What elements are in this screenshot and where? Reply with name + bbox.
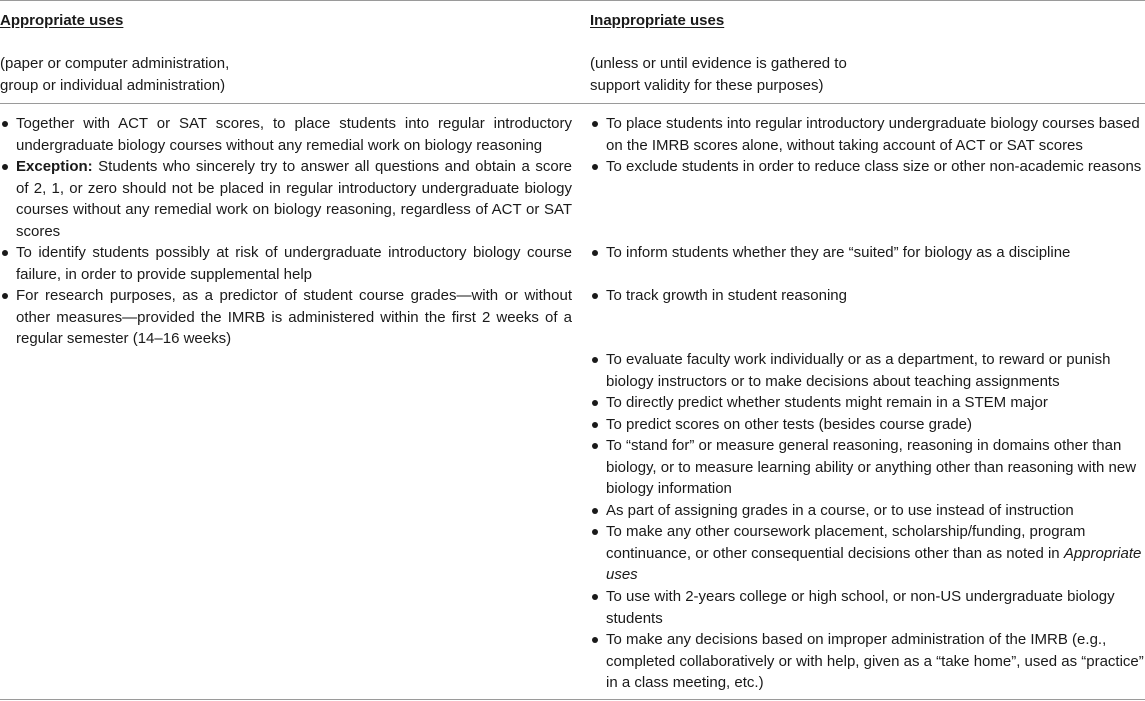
list-item: To identify students possibly at risk of undergraduate introductory biology course failure, in order to provide supplemental help [16, 244, 572, 283]
appropriate-uses-subtitle-line1: (paper or computer administration, [0, 55, 230, 72]
list-item: To make any other coursework placement, scholarship/funding, program continuance, or other consequential decisions other than as noted in Appropriate uses [606, 523, 1142, 583]
appropriate-uses-header: Appropriate uses [0, 12, 124, 29]
list-item: As part of assigning grades in a course, or to use instead of instruction [606, 502, 1074, 519]
list-item: To “stand for” or measure general reasoning, reasoning in domains other than biology, or to measure learning ability or anything other than reasoning with new biology information [606, 437, 1137, 497]
list-item: To inform students whether they are “suited” for biology as a discipline [606, 244, 1071, 261]
list-item: To exclude students in order to reduce class size or other non-academic reasons [606, 158, 1142, 175]
inappropriate-uses-header: Inappropriate uses [590, 12, 725, 29]
appropriate-uses-subtitle-line2: group or individual administration) [0, 76, 226, 94]
list-item: To track growth in student reasoning [606, 287, 847, 304]
list-item: To place students into regular introductory undergraduate biology courses based on the IMRB scores alone, without taking account of ACT or SAT scores [606, 115, 1140, 154]
list-item: To evaluate faculty work individually or as a department, to reward or punish biology instructors or to make decisions about teaching assignments [606, 351, 1111, 390]
bottom-rule [0, 699, 1145, 700]
list-item: To directly predict whether students might remain in a STEM major [606, 394, 1048, 411]
inappropriate-uses-subtitle-line1: (unless or until evidence is gathered to [590, 55, 847, 72]
list-item: For research purposes, as a predictor of student course grades—with or without other measures—provided the IMRB is administered within the first 2 weeks of a regular semester (14–16 weeks) [16, 287, 572, 347]
inappropriate-uses-subtitle-line2: support validity for these purposes) [590, 76, 824, 94]
list-item: To predict scores on other tests (besides course grade) [606, 416, 973, 433]
list-item: To make any decisions based on improper administration of the IMRB (e.g., completed collaboratively or with help, given as a “take home”, used as “practice” in a class meeting, etc.) [606, 631, 1144, 691]
exception-label: Exception: [16, 158, 93, 175]
top-rule [0, 0, 1145, 1]
list-item: To use with 2-years college or high school, or non-US undergraduate biology students [606, 588, 1115, 627]
header-rule [0, 103, 1145, 104]
list-item: Together with ACT or SAT scores, to place students into regular introductory undergraduate biology courses without any remedial work on biology reasoning [16, 115, 572, 154]
appropriate-uses-reference: Appropriate uses [606, 544, 1142, 583]
appropriate-uses-subtitle [0, 53, 300, 96]
list-item: Exception: Students who sincerely try to answer all questions and obtain a score of 2, 1, or zero should not be placed in regular introductory undergraduate biology courses without any remedial work on biology reasoning, regardless of ACT or SAT scores [16, 158, 572, 240]
inappropriate-uses-subtitle [590, 53, 890, 96]
